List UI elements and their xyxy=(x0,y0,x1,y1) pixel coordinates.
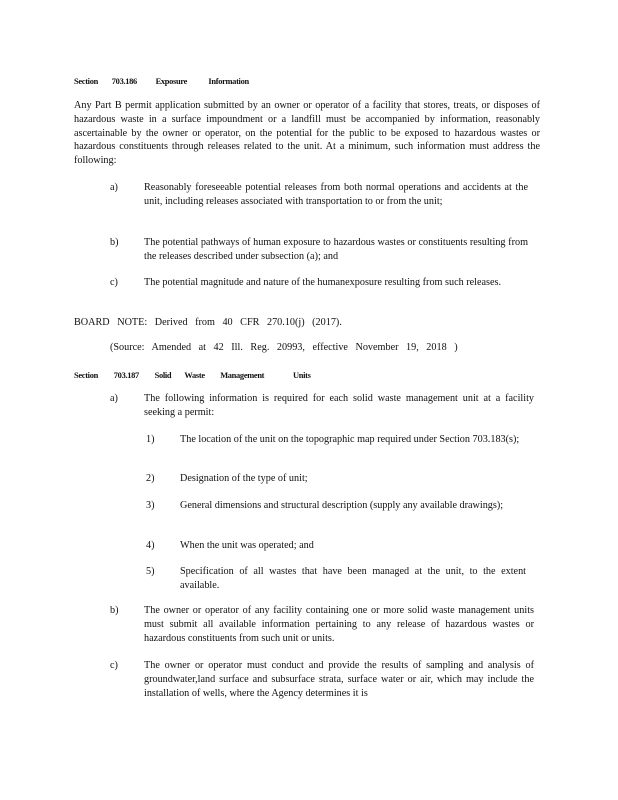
item-text: The owner or operator must conduct and provide the results of sampling and analysis of groundwater,land surface and subsurface strata, surface water or air, which may include the installation of wells, where the Agency determines it is xyxy=(144,660,534,699)
section-title-word: Management xyxy=(220,371,265,380)
board-note: BOARD NOTE: Derived from 40 CFR 270.10(j) (2017). xyxy=(74,317,342,328)
section-title-word: Units xyxy=(292,371,311,380)
item-text: The owner or operator of any facility containing one or more solid waste management units must submit all available information pertaining to any release of hazardous wastes or hazardous constituents from such unit or units. xyxy=(144,605,534,644)
intro-paragraph: Any Part B permit application submitted by an owner or operator of a facility that stores, treats, or disposes of hazardous waste in a surface impoundment or a landfill must be accompanied by information, reasonably ascertainable by the owner or operator, on the potential for the public to be exposed to hazardous wastes or hazardous constituents through releases related to the unit. At a minimum, such information must address the following: xyxy=(74,100,540,167)
section-title-word: Waste xyxy=(184,371,205,380)
source-note: (Source: Amended at 42 Ill. Reg. 20993, effective November 19, 2018 ) xyxy=(110,342,458,353)
item-text: The following information is required for each solid waste management unit at a facility seeking a permit: xyxy=(144,393,534,418)
item-text: Reasonably foreseeable potential releases from both normal operations and accidents at the unit, including releases associated with transportation to or from the unit; xyxy=(144,182,528,207)
item-label: c) xyxy=(110,277,118,288)
subitem-label: 4) xyxy=(146,540,155,551)
section-number: 703.186 xyxy=(111,77,137,86)
section-title-word: Exposure xyxy=(155,77,188,86)
item-label: c) xyxy=(110,660,118,671)
item-label: b) xyxy=(110,237,119,248)
subitem-text: Designation of the type of unit; xyxy=(180,473,308,484)
subitem-label: 5) xyxy=(146,566,155,577)
section-title-word: Information xyxy=(208,77,249,86)
section-title-word: Solid xyxy=(154,371,172,380)
item-label: a) xyxy=(110,182,118,193)
subitem-text: General dimensions and structural description (supply any available drawings); xyxy=(180,500,504,511)
section-heading-703-187 xyxy=(74,369,311,383)
subitem-text: Specification of all wastes that have been managed at the unit, to the extent available. xyxy=(180,566,526,591)
subitem-text: The location of the unit on the topographic map required under Section 703.183(s); xyxy=(180,434,520,445)
subitem-label: 2) xyxy=(146,473,155,484)
subitem-text: When the unit was operated; and xyxy=(180,540,314,551)
section-number: 703.187 xyxy=(113,371,139,380)
item-label: b) xyxy=(110,605,119,616)
subitem-label: 1) xyxy=(146,434,155,445)
section-word: Section xyxy=(74,77,98,86)
section-word: Section xyxy=(74,371,98,380)
subitem-label: 3) xyxy=(146,500,155,511)
item-label: a) xyxy=(110,393,118,404)
item-text: The potential magnitude and nature of the humanexposure resulting from such releases. xyxy=(144,277,502,288)
section-heading-703-186 xyxy=(74,75,249,89)
item-text: The potential pathways of human exposure to hazardous wastes or constituents resulting from the releases described under subsection (a); and xyxy=(144,237,528,262)
